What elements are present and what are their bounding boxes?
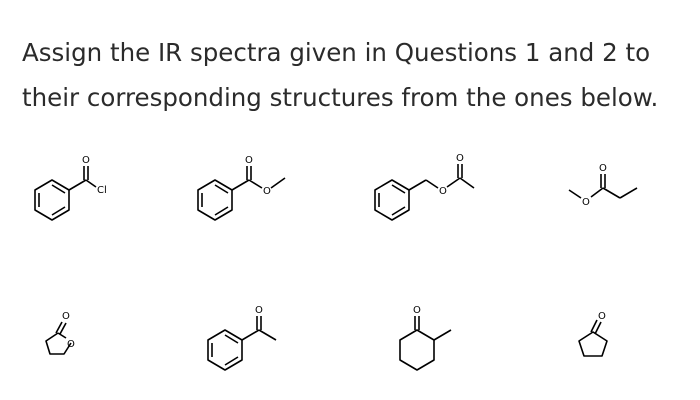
atom-oxygen: O [82,155,90,166]
structure-benzoyl-chloride [35,155,107,220]
atom-oxygen: O [439,186,447,197]
atom-oxygen: O [598,311,606,322]
atom-oxygen: O [456,153,464,164]
structure-gamma-butyrolactone [46,311,75,354]
atom-oxygen: O [413,305,421,316]
structure-benzyl-acetate [375,153,474,220]
atom-oxygen: O [255,305,263,316]
structure-methyl-propanoate [569,163,637,208]
atom-oxygen: O [67,339,75,350]
question-text: Assign the IR spectra given in Questions 1 and 2 to their corresponding structures from the ones below. [22,38,659,112]
atom-oxygen: O [582,197,590,208]
structure-cyclopentanone [579,311,607,356]
atom-oxygen: O [263,186,271,197]
structure-2-methylcyclohexanone [400,305,451,370]
atom-chlorine: Cl [97,185,107,196]
atom-oxygen: O [599,163,607,174]
atom-oxygen: O [245,155,253,166]
structure-methyl-benzoate [198,155,285,220]
structure-acetophenone [208,305,276,370]
atom-oxygen: O [62,311,70,322]
